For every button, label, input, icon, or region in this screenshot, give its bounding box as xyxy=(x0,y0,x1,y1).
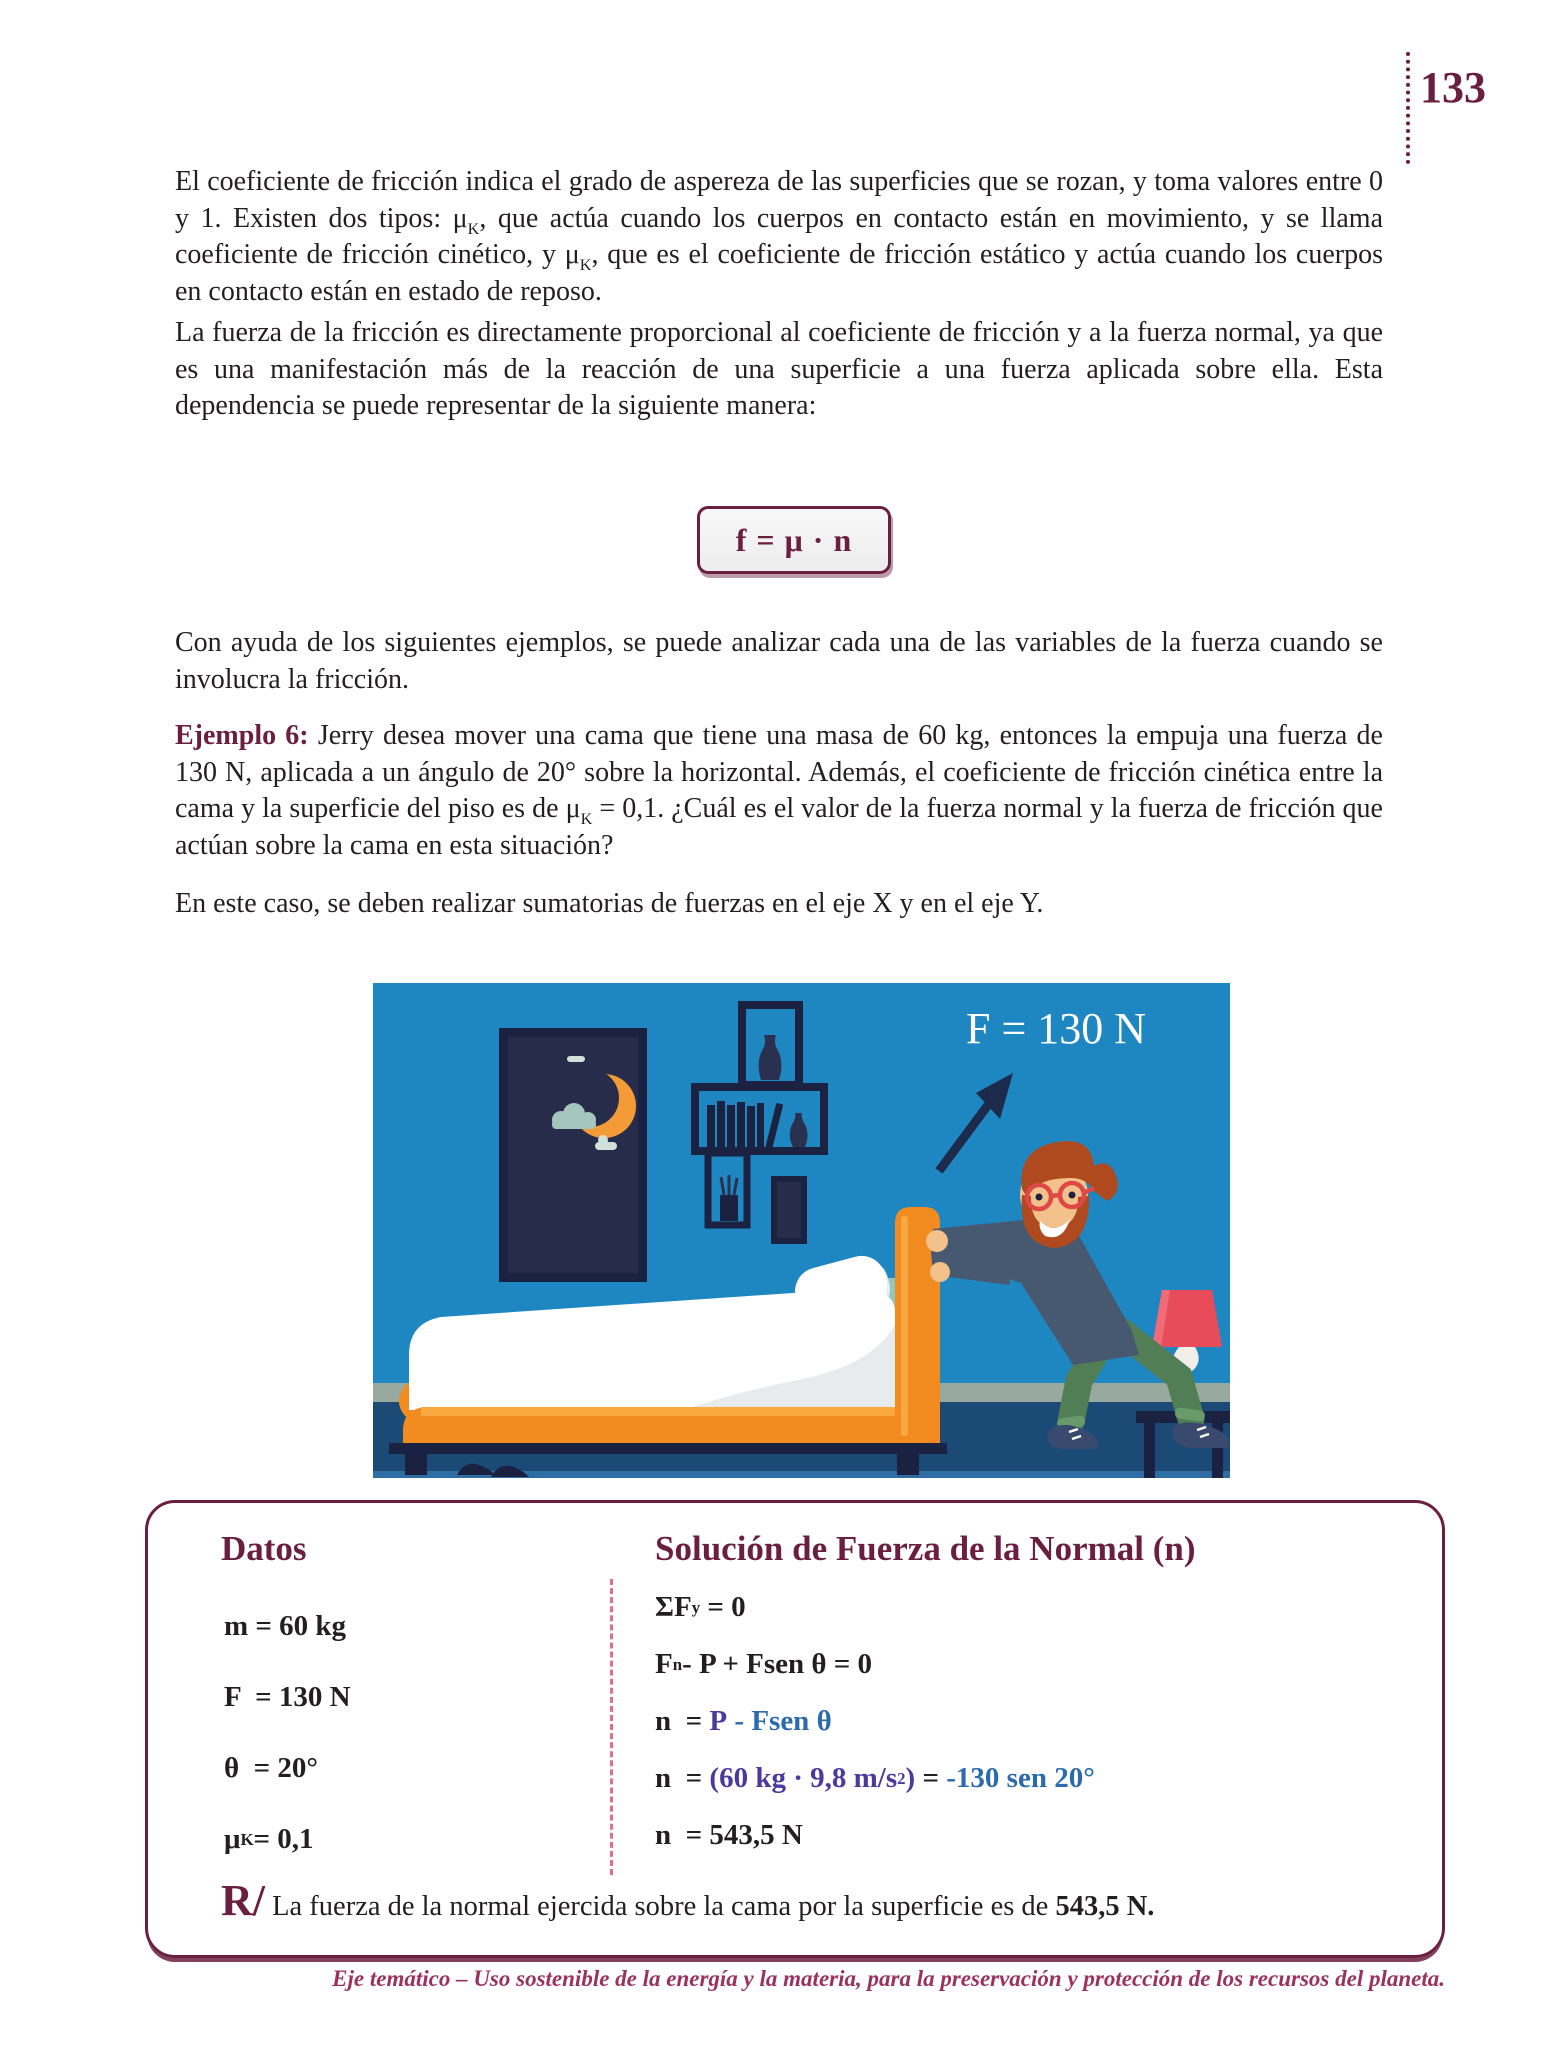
hand xyxy=(930,1262,950,1282)
datos-title: Datos xyxy=(221,1529,307,1568)
page-number: 133 xyxy=(1420,63,1486,112)
paragraph-friction-coefficient: El coeficiente de fricción indica el grado de aspereza de las superficies que se rozan, y toma valores entre 0 y 1. Existen dos tipos: $\mu_K$, que actúa cuando los cuerpos en contacto están en movimiento, y se llama coeficiente de fricción cinético, y $\mu_K$, que es el coeficiente de fricción estático y actúa cuando los cuerpos en contacto están en estado de reposo. xyxy=(175,166,1383,307)
solution-line-5: n = 543,5 N xyxy=(655,1819,803,1851)
page-number-dotted-line xyxy=(1406,52,1410,164)
solution-line-2: F n - P + Fsen θ = 0 xyxy=(655,1648,873,1680)
formula-box xyxy=(697,506,891,574)
paragraph-sum-of-forces: En este caso, se deben realizar sumatorias de fuerzas en el eje X y en el eje Y. xyxy=(175,888,1044,919)
bedroom-illustration xyxy=(373,983,1230,1478)
solution-steps xyxy=(610,1579,1442,1875)
datos-item-friction-coefficient: μ K = 0,1 xyxy=(224,1823,314,1855)
solution-line-3: n = P - Fsen θ xyxy=(655,1705,832,1737)
night-window-picture xyxy=(499,1028,647,1282)
solution-title: Solución de Fuerza de la Normal (n) xyxy=(655,1529,1196,1568)
solution-line-1: ΣF y = 0 xyxy=(655,1591,746,1623)
box-headers xyxy=(148,1503,1442,1569)
force-label: F = 130 N xyxy=(965,1004,1147,1053)
paragraph-example-6: Ejemplo 6: Jerry desea mover una cama que tiene una masa de 60 kg, entonces la empuja una fuerza de 130 N, aplicada a un ángulo de 20° sobre la horizontal. Además, el coeficiente de fricción cinética entre la cama y la superficie del piso es de $\mu_K = 0,1$. ¿Cuál es el valor de la fuerza normal y la fuerza de fricción que actúan sobre la cama en esta situación? xyxy=(175,720,1383,861)
pencil-cup-icon xyxy=(720,1195,738,1221)
solution-line-4: n = (60 kg · 9,8 m/s 2 ) = -130 sen 20° xyxy=(655,1762,1095,1794)
formula-text: f = μ · n xyxy=(735,521,853,558)
paragraph-friction-force: La fuerza de la fricción es directamente proporcional al coeficiente de fricción y a la fuerza normal, ya que es una manifestación más de la reacción de una superficie a una fuerza aplicada sobre ella. Esta dependencia se puede representar de la siguiente manera: xyxy=(175,317,1383,421)
paragraph-examples-intro: Con ayuda de los siguientes ejemplos, se puede analizar cada una de las variables de la fuerza cuando se involucra la fricción. xyxy=(175,627,1383,695)
datos-item-force: F = 130 N xyxy=(224,1681,351,1713)
hand xyxy=(926,1230,948,1252)
datos-item-angle: θ = 20° xyxy=(224,1752,319,1784)
answer-line: R/ La fuerza de la normal ejercida sobre la cama por la superficie es de 543,5 N. xyxy=(221,1876,1155,1925)
datos-list xyxy=(148,1569,610,1875)
data-solution-box xyxy=(145,1500,1445,1958)
datos-item-mass: m = 60 kg xyxy=(224,1610,347,1642)
footer-theme-note: Eje temático – Uso sostenible de la energía y la materia, para la preservación y protección de los recursos del planeta. xyxy=(332,1966,1445,1991)
